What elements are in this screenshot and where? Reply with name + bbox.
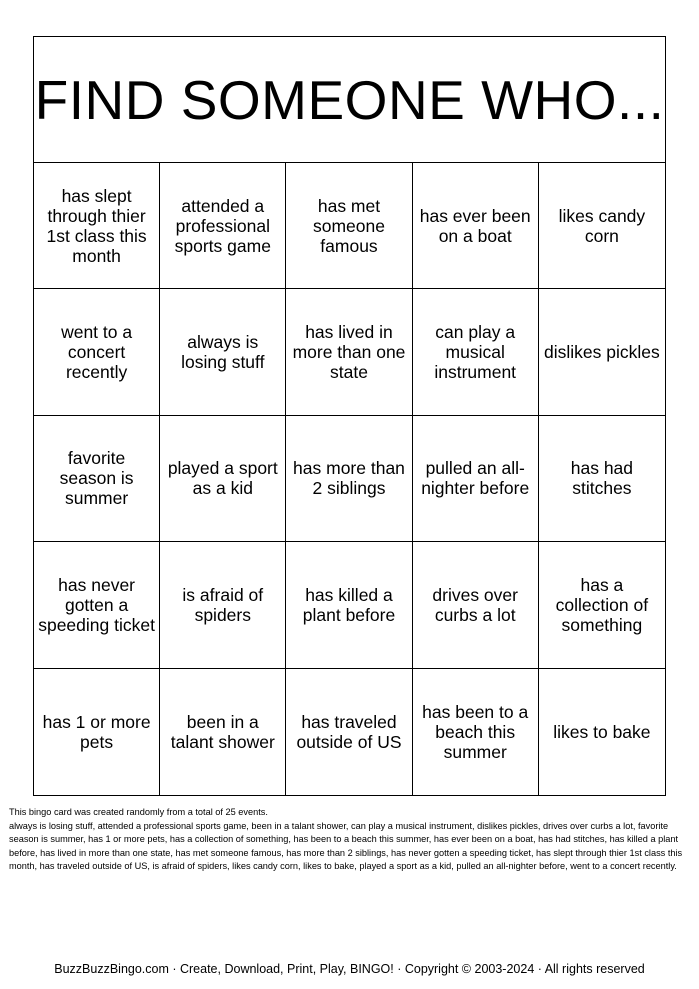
info-summary: This bingo card was created randomly from a total of 25 events. — [9, 807, 268, 817]
card-info — [9, 806, 690, 874]
bingo-cell: has met someone famous — [286, 163, 412, 289]
bingo-cell: dislikes pickles — [539, 289, 665, 415]
bingo-cell: has had stitches — [539, 416, 665, 542]
bingo-grid — [34, 163, 665, 795]
bingo-cell: has never gotten a speeding ticket — [34, 542, 160, 668]
bingo-cell: attended a professional sports game — [160, 163, 286, 289]
bingo-cell: has traveled outside of US — [286, 669, 412, 795]
bingo-cell: has been to a beach this summer — [413, 669, 539, 795]
bingo-cell: likes candy corn — [539, 163, 665, 289]
bingo-cell: favorite season is summer — [34, 416, 160, 542]
bingo-cell: pulled an all-nighter before — [413, 416, 539, 542]
page-footer: BuzzBuzzBingo.com · Create, Download, Print, Play, BINGO! · Copyright © 2003-2024 · All rights reserved — [54, 962, 645, 976]
bingo-cell: drives over curbs a lot — [413, 542, 539, 668]
bingo-cell: has more than 2 siblings — [286, 416, 412, 542]
bingo-cell: can play a musical instrument — [413, 289, 539, 415]
bingo-cell: has ever been on a boat — [413, 163, 539, 289]
card-title: FIND SOMEONE WHO... — [34, 37, 665, 163]
bingo-cell: is afraid of spiders — [160, 542, 286, 668]
bingo-cell: has killed a plant before — [286, 542, 412, 668]
bingo-cell: has lived in more than one state — [286, 289, 412, 415]
bingo-cell: has 1 or more pets — [34, 669, 160, 795]
bingo-card — [33, 36, 666, 796]
bingo-cell: been in a talant shower — [160, 669, 286, 795]
bingo-cell: has slept through thier 1st class this month — [34, 163, 160, 289]
bingo-cell: played a sport as a kid — [160, 416, 286, 542]
info-events-list: always is losing stuff, attended a professional sports game, been in a talant shower, can play a musical instrument, dislikes pickles, drives over curbs a lot, favorite season is summer, has 1 or more pets, has a collection of something, has been to a beach this summer, has ever been on a boat, has had stitches, has killed a plant before, has lived in more than one state, has met someone famous, has more than 2 siblings, has never gotten a speeding ticket, has slept through thier 1st class this month, has traveled outside of US, is afraid of spiders, likes candy corn, likes to bake, played a sport as a kid, pulled an all-nighter before, went to a concert recently. — [9, 820, 683, 871]
bingo-cell: has a collection of something — [539, 542, 665, 668]
bingo-cell: went to a concert recently — [34, 289, 160, 415]
bingo-cell: likes to bake — [553, 721, 651, 742]
bingo-cell: always is losing stuff — [160, 289, 286, 415]
